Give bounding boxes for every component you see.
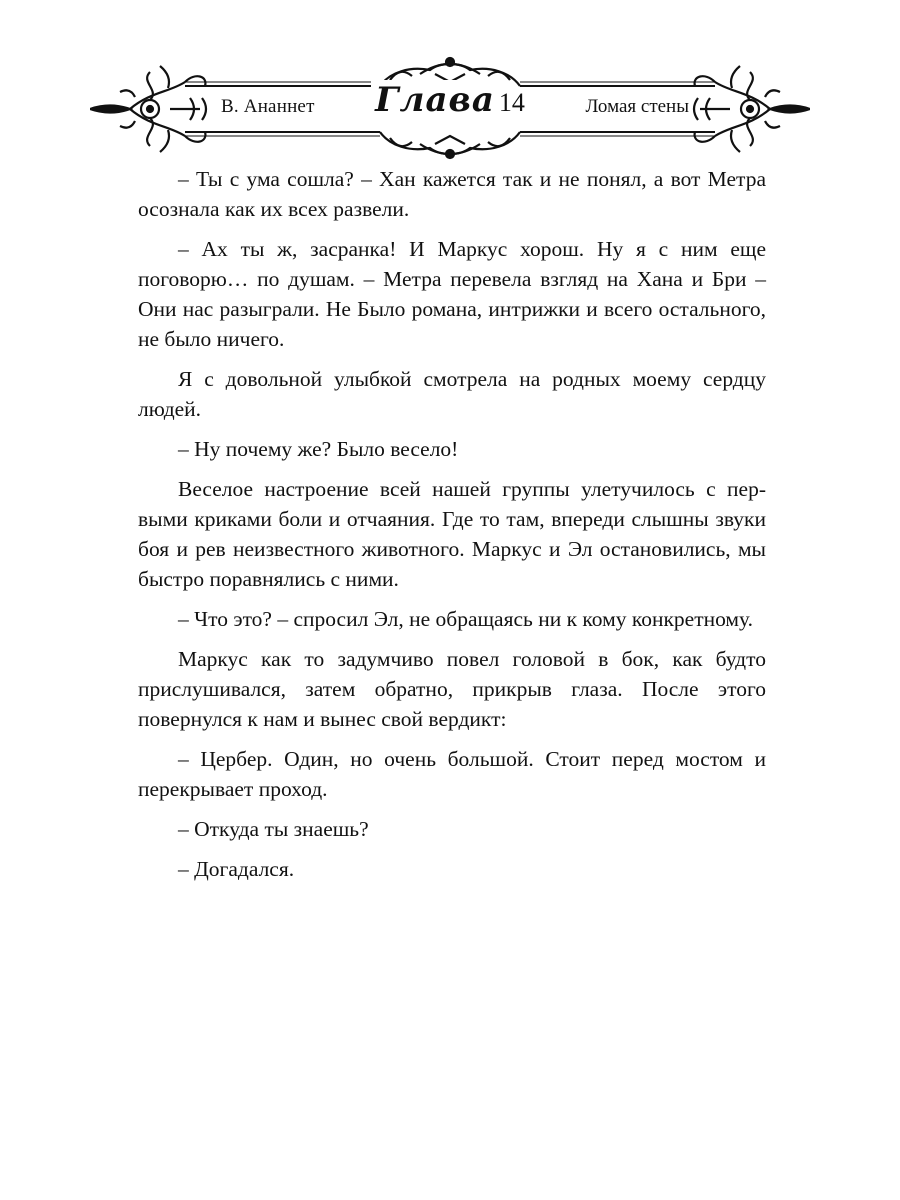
chapter-number: 14 <box>499 88 529 117</box>
paragraph: – Цербер. Один, но очень большой. Стоит перед мостом и перекрывает проход. <box>138 747 766 801</box>
chapter-body <box>138 164 766 894</box>
paragraph: – Что это? – спросил Эл, не обращаясь ни к кому конкретному. <box>178 607 754 631</box>
header-book-title: Ломая стены <box>583 96 692 118</box>
paragraph: Я с довольной улыбкой смотрела на родных моему сердцу людей. <box>138 367 766 421</box>
paragraph: Маркус как то задумчиво повел головой в бок, как будто прислушивался, затем обратно, прикрыв глаза. После этого повернулся к нам и вынес свой вердикт: <box>138 647 766 731</box>
paragraph: – Ах ты ж, засранка! И Маркус хорош. Ну я с ним еще поговорю… по душам. – Метра перевела взгляд на Хана и Бри – Они нас разыграли. Не Было романа, интрижки и всего остального, не было ничего. <box>138 237 766 351</box>
chapter-heading <box>90 80 810 120</box>
paragraph: – Ты с ума сошла? – Хан кажется так и не понял, а вот Метра осознала как их всех развели. <box>138 167 766 221</box>
header-author: В. Ананнет <box>218 96 318 118</box>
paragraph: Веселое настроение всей нашей группы улетучилось с первыми криками боли и отчаяния. Где то там, впереди слышны звуки боя и рев неизвестного животного. Маркус и Эл остановились, мы быстро поравнялись с ними. <box>138 477 766 591</box>
paragraph: – Догадался. <box>178 857 295 881</box>
paragraph: – Ну почему же? Было весело! <box>178 437 459 461</box>
paragraph: – Откуда ты знаешь? <box>178 817 369 841</box>
chapter-word: Глава <box>371 80 499 120</box>
running-header <box>90 52 810 162</box>
